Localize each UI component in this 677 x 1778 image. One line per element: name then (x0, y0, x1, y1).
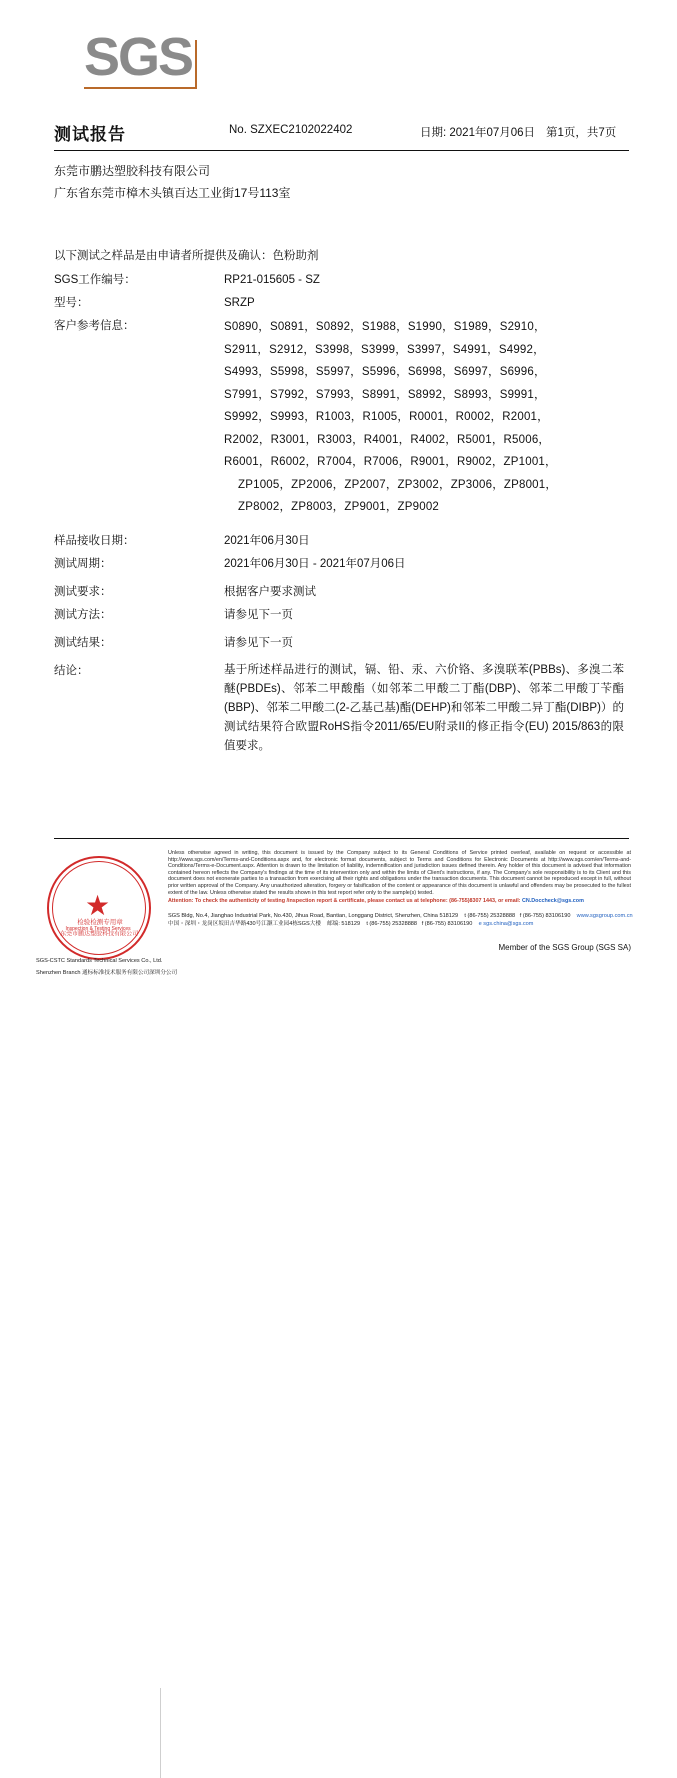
field-row-client-reference (54, 316, 634, 519)
field-row (54, 582, 634, 603)
legal-paragraph-text: Unless otherwise agreed in writing, this document is issued by the Company subject to its General Conditions of Service printed overleaf, available on request or accessible at http://www.sgs.com/en/Terms-and-Conditions.aspx and, for electronic format documents, subject to Terms and Conditions for Electronic Documents at http://www.sgs.com/en/Terms-and-Conditions/Terms-e-Document.aspx. Attention is drawn to the limitation of liability, indemnification and jurisdiction issues defined therein. Any holder of this document is advised that information contained hereon reflects the Company's findings at the time of its intervention only and within the limits of Client's instructions, if any. The Company's sole responsibility is to its Client and this document does not exonerate parties to a transaction from exercising all their rights and obligations under the transaction documents. This document cannot be reproduced except in full, without prior written approval of the Company. Any unauthorized alteration, forgery or falsification of the content or appearance of this document is unlawful and offenders may be prosecuted to the fullest extent of the law. Unless otherwise stated the results shown in this test report refer only to the sample(s) tested. (168, 850, 631, 896)
company-block (54, 160, 290, 204)
client-reference-line: S7991，S7992，S7993，S8991，S8992，S8993，S9991， (224, 388, 546, 401)
field-label: 客户参考信息： (54, 320, 135, 332)
field-row-conclusion (54, 661, 634, 756)
field-label: 测试结果： (54, 636, 112, 649)
stamp-mid-text: 检验检测专用章 (77, 919, 123, 926)
attention-note (168, 898, 631, 905)
page-title: 测试报告 (54, 125, 126, 144)
footer-address-block (168, 912, 638, 929)
entity-name-en: SGS-CSTC Standards Technical Services Co., Ltd. (36, 958, 163, 964)
header-divider (54, 150, 629, 151)
zip-cn: 邮编: 518129 (327, 921, 361, 928)
address-line-en (168, 912, 638, 920)
field-row (54, 554, 634, 575)
report-header-row (54, 120, 629, 144)
address-cn: 中国・深圳・龙岗区坂田吉华路430号江灏工业园4栋SGS大楼 (168, 921, 321, 928)
field-label: 结论： (54, 664, 89, 677)
report-date: 日期: 2021年07月06日 (420, 127, 536, 139)
address-line-cn (168, 920, 638, 928)
client-reference-line: R2002，R3001，R3003，R4001，R4002，R5001，R5006， (224, 433, 551, 446)
attention-text: To check the authenticity of testing /inspection report & certificate, please contact us at telephone: (86-755)8307 1443, or email: (194, 898, 521, 905)
star-icon: ★ (85, 890, 111, 921)
field-value: 请参见下一页 (224, 636, 293, 649)
footer-vertical-rule (160, 1688, 161, 1778)
client-reference-line: S0890，S0891，S0892，S1988，S1990，S1989，S2910， (224, 321, 546, 333)
field-label: 样品接收日期： (54, 534, 135, 547)
logo-underline (84, 87, 197, 89)
address-en: SGS Bldg, No.4, Jianghao Industrial Park, No.430, Jihua Road, Bantian, Longgang District, Shenzhen, China 518129 (168, 913, 459, 919)
field-label: SGS工作编号： (54, 274, 136, 286)
member-note: Member of the SGS Group (SGS SA) (498, 943, 631, 952)
field-value: 请参见下一页 (224, 608, 293, 621)
client-reference-line: ZP8002，ZP8003，ZP9001，ZP9002 (238, 501, 440, 513)
field-row (54, 605, 634, 626)
field-row (54, 270, 634, 291)
company-seal-stamp (47, 856, 155, 964)
footer-divider (54, 838, 629, 839)
phone-en: t (86-755) 25328888 (464, 913, 516, 919)
field-value: 2021年06月30日 - 2021年07月06日 (224, 557, 406, 570)
company-name: 东莞市鹏达塑胶科技有限公司 (54, 164, 211, 178)
sgs-logo (84, 27, 204, 92)
field-row (54, 293, 634, 314)
client-reference-list (224, 316, 634, 519)
company-address: 广东省东莞市樟木头镇百达工业街17号113室 (54, 186, 291, 200)
doccheck-email[interactable]: CN.Doccheck@sgs.com (521, 898, 584, 905)
client-reference-line: R6001，R6002，R7004，R7006，R9001，R9002，ZP1001， (224, 456, 557, 468)
field-row (54, 531, 634, 552)
legal-disclaimer (168, 850, 631, 905)
stamp-top-text: 东莞市鹏达塑胶科技有限公司 (60, 931, 139, 938)
fax-en: f (86-755) 83106190 (519, 913, 571, 919)
client-reference-line: S2911，S2912，S3998，S3999，S3997，S4991，S4992， (224, 343, 545, 356)
sample-statement: 以下测试之样品是由申请者所提供及确认：色粉助剂 (54, 250, 319, 262)
fax-cn: f (86-755) 83106190 (421, 921, 473, 928)
field-row (54, 633, 634, 654)
field-value: SRZP (224, 297, 255, 309)
client-reference-line: ZP1005，ZP2006，ZP2007，ZP3002，ZP3006，ZP8001， (238, 478, 558, 491)
entity-name-cn: Shenzhen Branch 通标标准技术服务有限公司深圳分公司 (36, 970, 178, 976)
field-label: 型号： (54, 297, 89, 309)
report-number: No. SZXEC2102022402 (229, 124, 353, 136)
attention-label: Attention: (168, 898, 194, 905)
field-value: 根据客户要求测试 (224, 585, 316, 598)
phone-cn: t (86-755) 25328888 (366, 921, 418, 928)
page-indicator: 第1页，共7页 (546, 127, 617, 139)
logo-tick (195, 40, 197, 89)
website-en[interactable]: www.sgsgroup.com.cn (576, 913, 633, 919)
sgs-logo-text: SGS (84, 27, 193, 87)
field-label: 测试周期： (54, 557, 112, 570)
client-reference-line: S9992，S9993，R1003，R1005，R0001，R0002，R2001， (224, 411, 549, 423)
stamp-arc-bottom (47, 856, 151, 960)
field-value: 2021年06月30日 (224, 534, 310, 547)
email-cn[interactable]: e sgs.china@sgs.com (478, 921, 534, 928)
field-value: RP21-015605 - SZ (224, 274, 320, 286)
stamp-bottom-text: Inspection & Testing Services (65, 925, 131, 932)
client-reference-line: S4993，S5998，S5997，S5996，S6998，S6997，S6996， (224, 366, 546, 378)
field-table (54, 270, 634, 758)
conclusion-text: 基于所述样品进行的测试，镉、铅、汞、六价铬、多溴联苯(PBBs)、多溴二苯醚(PBDEs)、邻苯二甲酸酯（如邻苯二甲酸二丁酯(DBP)、邻苯二甲酸丁苄酯(BBP)、邻苯二甲酸二(2-乙基己基)酯(DEHP)和邻苯二甲酸二异丁酯(DIBP)）的测试结果符合欧盟RoHS指令2011/65/EU附录II的修正指令(EU) 2015/863的限值要求。 (224, 663, 624, 752)
field-label: 测试方法： (54, 608, 112, 621)
field-label: 测试要求： (54, 585, 112, 598)
